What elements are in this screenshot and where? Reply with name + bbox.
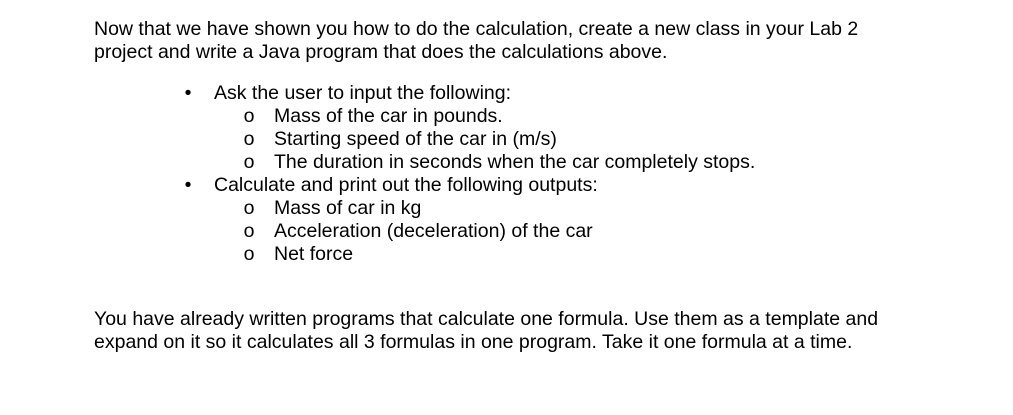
- sub-bullet-circle-icon: o: [243, 105, 255, 127]
- intro-paragraph: [94, 18, 994, 64]
- sub-item-text: Mass of car in kg: [274, 197, 422, 219]
- bullet-item-calculate: [0, 174, 1013, 197]
- intro-line-2: project and write a Java program that does the calculations above.: [94, 41, 668, 63]
- closing-line-2: expand on it so it calculates all 3 formulas in one program. Take it one formula at a time.: [94, 331, 853, 353]
- instruction-list: [0, 82, 1013, 266]
- bullet-dot-icon: •: [184, 82, 192, 104]
- bullet-item-ask-user: [0, 82, 1013, 105]
- sub-item-text: Mass of the car in pounds.: [274, 105, 503, 127]
- sub-item-mass-pounds: [0, 105, 1013, 128]
- closing-paragraph: [94, 308, 994, 354]
- bullet-dot-icon: •: [184, 174, 192, 196]
- sub-item-text: Net force: [274, 243, 354, 265]
- sub-item-net-force: [0, 243, 1013, 266]
- bullet-text: Calculate and print out the following outputs:: [214, 174, 598, 196]
- sub-bullet-circle-icon: o: [243, 128, 255, 150]
- sub-bullet-circle-icon: o: [243, 151, 255, 173]
- sub-bullet-circle-icon: o: [243, 243, 255, 265]
- sub-item-acceleration: [0, 220, 1013, 243]
- sub-bullet-circle-icon: o: [243, 197, 255, 219]
- sub-item-text: Acceleration (deceleration) of the car: [274, 220, 593, 242]
- intro-line-1: Now that we have shown you how to do the calculation, create a new class in your Lab 2: [94, 18, 859, 40]
- bullet-text: Ask the user to input the following:: [214, 82, 512, 104]
- sub-item-text: The duration in seconds when the car completely stops.: [274, 151, 756, 173]
- sub-item-mass-kg: [0, 197, 1013, 220]
- sub-item-starting-speed: [0, 128, 1013, 151]
- sub-item-text: Starting speed of the car in (m/s): [274, 128, 557, 150]
- sub-bullet-circle-icon: o: [243, 220, 255, 242]
- closing-line-1: You have already written programs that calculate one formula. Use them as a template and: [94, 308, 879, 330]
- sub-item-duration: [0, 151, 1013, 174]
